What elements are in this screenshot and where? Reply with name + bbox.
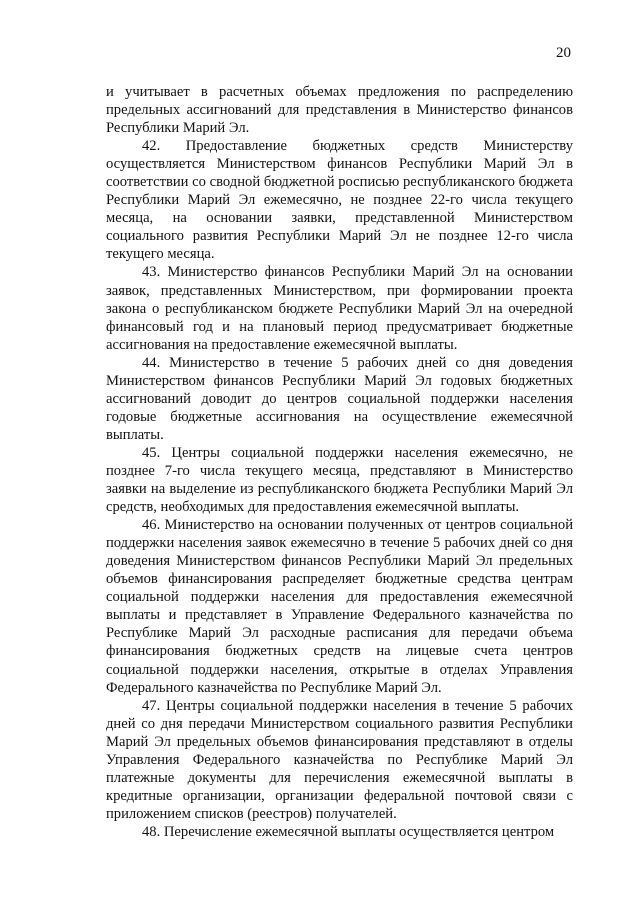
paragraph-45: 45. Центры социальной поддержки населения ежемесячно, не позднее 7-го числа текущего месяца, представляют в Министерство заявки на выделение из республиканского бюджета Республики Марий Эл средств, необходимых для предоставления ежемесячной выплаты. bbox=[106, 444, 573, 516]
paragraph-48: 48. Перечисление ежемесячной выплаты осуществляется центром bbox=[142, 823, 555, 840]
paragraph-42: 42. Предоставление бюджетных средств Министерству осуществляется Министерством финансов Республики Марий Эл в соответствии со сводной бюджетной росписью республиканского бюджета Республики Марий Эл ежемесячно, не позднее 22-го числа текущего месяца, на основании заявки, представленной Министерством социального развития Республики Марий Эл не позднее 12-го числа текущего месяца. bbox=[106, 138, 573, 263]
paragraph-44: 44. Министерство в течение 5 рабочих дней со дня доведения Министерством финансов Республики Марий Эл годовых бюджетных ассигнований доводит до центров социальной поддержки населения годовые бюджетные ассигнования на осуществление ежемесячной выплаты. bbox=[106, 354, 573, 443]
paragraph-43: 43. Министерство финансов Республики Марий Эл на основании заявок, представленных Министерством, при формировании проекта закона о республиканском бюджете Республики Марий Эл на очередной финансовый год и на плановый период предусматривает бюджетные ассигнования на предоставление ежемесячной выплаты. bbox=[106, 264, 573, 353]
paragraph-continuation: и учитывает в расчетных объемах предложения по распределению предельных ассигнований для представления в Министерство финансов Республики Марий Эл. bbox=[106, 84, 573, 137]
page-number: 20 bbox=[556, 45, 571, 61]
document-body bbox=[106, 83, 573, 841]
paragraph-46: 46. Министерство на основании полученных от центров социальной поддержки населения заявок ежемесячно в течение 5 рабочих дней со дня доведения Министерством финансов Республики Марий Эл предельных объемов финансирования распределяет бюджетные средства центрам социальной поддержки населения для предоставления ежемесячной выплаты и представляет в Управление Федерального казначейства по Республике Марий Эл расходные расписания для передачи объема финансирования бюджетных средств на лицевые счета центров социальной поддержки населения, открытые в отделах Управления Федерального казначейства по Республике Марий Эл. bbox=[106, 517, 573, 696]
paragraph-47: 47. Центры социальной поддержки населения в течение 5 рабочих дней со дня передачи Министерством социального развития Республики Марий Эл предельных объемов финансирования представляют в отделы Управления Федерального казначейства по Республике Марий Эл платежные документы для перечисления ежемесячной выплаты в кредитные организации, организации федеральной почтовой связи с приложением списков (реестров) получателей. bbox=[106, 697, 573, 822]
